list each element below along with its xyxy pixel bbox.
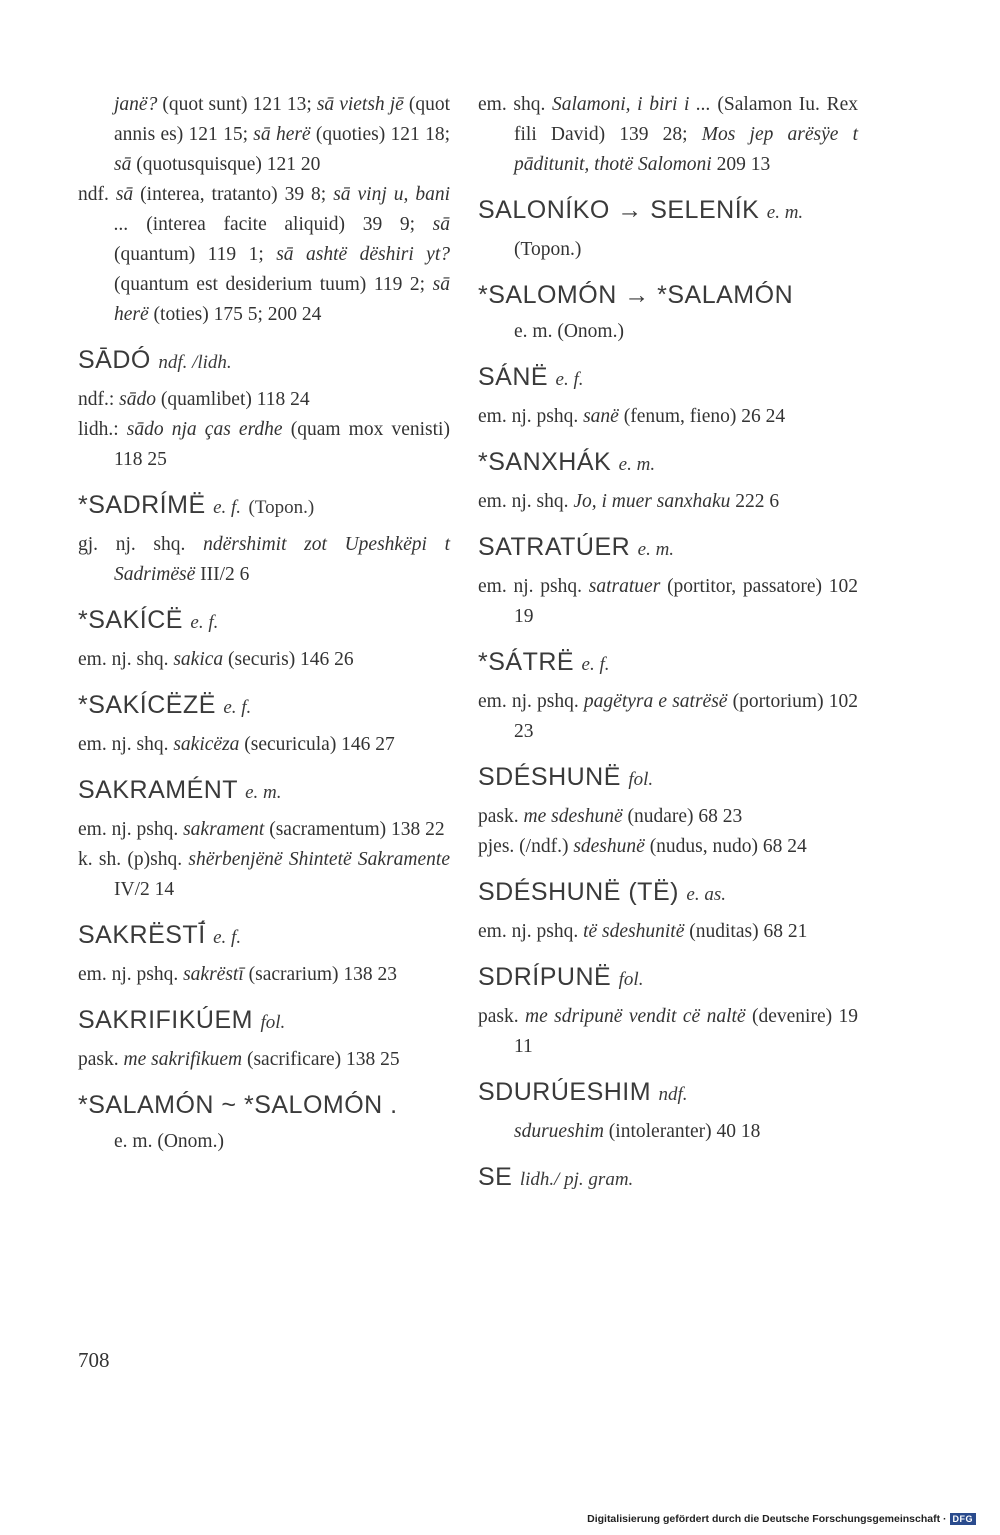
sense-text: em. nj. shq. [78, 734, 174, 755]
entry-headword-line [478, 531, 858, 566]
headword: *SÁTRË [478, 648, 575, 676]
entry-headword-line [78, 344, 450, 379]
sense-text: (sacrarium) 138 23 [243, 964, 398, 985]
sense-text: ndf. [78, 184, 116, 205]
entry-sense [478, 572, 858, 632]
left-column [78, 90, 450, 1171]
entry-headword-line [78, 1004, 450, 1039]
example-text: sā [114, 154, 132, 175]
entry-headword-line [478, 646, 858, 681]
sense-text: em. nj. pshq. [78, 964, 184, 985]
example-text: pagëtyra e satrësë [583, 691, 728, 712]
headword-note: (Topon.) [248, 497, 315, 518]
example-text: me sdeshunë [523, 806, 623, 827]
entry-sense [78, 960, 450, 990]
example-text: sanë [583, 406, 619, 427]
digitization-footer [587, 1513, 976, 1525]
grammatical-label: fol. [260, 1012, 286, 1033]
entry-sense [78, 645, 450, 675]
sense-text: (portitor, passatore) 102 19 [514, 576, 858, 627]
dictionary-entry-sane [478, 361, 858, 432]
entry-headword-line [478, 961, 858, 996]
sense-text: em. nj. pshq. [478, 406, 584, 427]
example-text: sdeshunë [573, 836, 645, 857]
entry-sense [78, 530, 450, 590]
dictionary-entry-cont-salamon [478, 90, 858, 180]
headword: *SADRÍMË [78, 491, 206, 519]
grammatical-label: e. m. [766, 202, 804, 223]
entry-headword-line [78, 489, 450, 524]
dictionary-entry-sdripune [478, 961, 858, 1062]
sense-text: (intoleranter) 40 18 [603, 1121, 761, 1142]
grammatical-label: e. f. [213, 497, 242, 518]
example-text: Jo, i muer sanxhaku [573, 491, 731, 512]
sense-text: (nudare) 68 23 [622, 806, 743, 827]
example-text: sakica [173, 649, 224, 670]
headword: SDURÚESHIM [478, 1078, 652, 1106]
sense-text: (sacrificare) 138 25 [242, 1049, 400, 1070]
dictionary-entry-sdeshune-te [478, 876, 858, 947]
sense-text: (nuditas) 68 21 [684, 921, 808, 942]
example-text: sādo nja ças erdhe [126, 419, 283, 440]
example-text: me sdripunë vendit cë naltë [525, 1006, 746, 1027]
grammatical-label: e. m. [637, 539, 675, 560]
grammatical-label: e. f. [190, 612, 219, 633]
dictionary-entry-sanxhak [478, 446, 858, 517]
entry-headword-line [478, 1076, 858, 1111]
footer-text: Digitalisierung gefördert durch die Deutsche Forschungsgemeinschaft · [587, 1513, 947, 1525]
headword: *SAKÍCË [78, 606, 183, 634]
entry-headword-line [78, 919, 450, 954]
sense-text: em. nj. pshq. [478, 921, 584, 942]
entry-sense [478, 687, 858, 747]
example-text: sā herë [253, 124, 311, 145]
sense-text: (securis) 146 26 [223, 649, 354, 670]
sense-text: (quoties) 121 18; [310, 124, 450, 145]
sense-text: lidh.: [78, 419, 127, 440]
headword: *SALOMÓN → *SALAMÓN [478, 281, 794, 309]
entry-sense [78, 90, 450, 180]
entry-sense [78, 415, 450, 475]
sense-text: (quamlibet) 118 24 [156, 389, 310, 410]
grammatical-label: ndf. /lidh. [158, 352, 232, 373]
sense-text: em. nj. pshq. [478, 576, 589, 597]
entry-sense [478, 1002, 858, 1062]
example-text: Salamoni, i biri i ... [551, 94, 711, 115]
entry-headword-line [478, 361, 858, 396]
dictionary-entry-sakresti [78, 919, 450, 990]
dictionary-entry-satratuer [478, 531, 858, 632]
headword: *SALAMÓN ~ *SALOMÓN . [78, 1091, 398, 1119]
sense-text: (nudus, nudo) 68 24 [644, 836, 807, 857]
entry-sense [78, 1045, 450, 1075]
sense-text: e. m. (Onom.) [114, 1131, 224, 1152]
example-text: sakicëza [173, 734, 240, 755]
entry-headword-line [78, 604, 450, 639]
headword: SÁNË [478, 363, 549, 391]
dictionary-entry-satre [478, 646, 858, 747]
sense-text: (securicula) 146 27 [239, 734, 395, 755]
headword: SAKRAMÉNT [78, 776, 238, 804]
dictionary-entry-sadrime [78, 489, 450, 590]
sense-text: em. nj. pshq. [78, 819, 184, 840]
sense-text: k. sh. (p)shq. [78, 849, 189, 870]
grammatical-label: e. f. [555, 369, 584, 390]
entry-sense [478, 487, 858, 517]
headword: SDRÍPUNË [478, 963, 612, 991]
entry-sense [478, 90, 858, 180]
sense-text: (quotusquisque) 121 20 [131, 154, 321, 175]
entry-sense [478, 317, 858, 347]
headword: SDÉSHUNË [478, 763, 621, 791]
sense-text: em. nj. shq. [478, 491, 574, 512]
grammatical-label: e. m. [618, 454, 656, 475]
headword: SALONÍKO → SELENÍK [478, 196, 760, 224]
headword: SATRATÚER [478, 533, 631, 561]
sense-text: (quantum est desiderium tuum) 119 2; [114, 274, 433, 295]
sense-text: em. shq. [478, 94, 552, 115]
example-text: satratuer [588, 576, 661, 597]
headword: SĀDÓ [78, 346, 151, 374]
entry-sense [78, 730, 450, 760]
grammatical-label: ndf. [658, 1084, 688, 1105]
example-text: të sdeshunitë [583, 921, 685, 942]
sense-text: (quot sunt) 121 13; [157, 94, 317, 115]
example-text: sdurueshim [514, 1121, 604, 1142]
sense-text: (quot annis es) 121 15; [114, 94, 450, 145]
sense-text: em. nj. pshq. [478, 691, 584, 712]
dictionary-entry-sdurueshim [478, 1076, 858, 1147]
example-text: ndërshimit zot Upeshkëpi t Sadrimësë [114, 534, 450, 585]
sense-text: ndf.: [78, 389, 120, 410]
sense-text: 209 13 [711, 154, 771, 175]
sense-text: (Topon.) [514, 239, 582, 260]
dictionary-entry-sakiceze [78, 689, 450, 760]
sense-text: (fenum, fieno) 26 24 [618, 406, 786, 427]
grammatical-label: e. f. [581, 654, 610, 675]
example-text: sā vietsh jē [316, 94, 404, 115]
sense-text: pask. [78, 1049, 124, 1070]
headword: SDÉSHUNË (TË) [478, 878, 679, 906]
right-column [478, 90, 858, 1210]
entry-sense [78, 815, 450, 845]
dictionary-entry-salamon [78, 1089, 450, 1157]
sense-text: (quantum) 119 1; [114, 244, 277, 265]
sense-text: (sacramentum) 138 22 [264, 819, 445, 840]
entry-sense [478, 402, 858, 432]
example-text: sā ashtë dëshiri yt? [276, 244, 450, 265]
headword: SAKRIFIKÚEM [78, 1006, 253, 1034]
entry-sense [78, 180, 450, 330]
entry-headword-line [478, 876, 858, 911]
dictionary-entry-saloniko [478, 194, 858, 265]
entry-headword-line [78, 1089, 450, 1121]
dictionary-entry-sakrifikuem [78, 1004, 450, 1075]
entry-sense [478, 802, 858, 832]
example-text: sakrament [183, 819, 265, 840]
entry-headword-line [478, 279, 858, 311]
sense-text: (quam mox venisti) 118 25 [114, 419, 450, 470]
entry-headword-line [478, 194, 858, 229]
entry-sense [478, 917, 858, 947]
example-text: sakrëstī [183, 964, 244, 985]
grammatical-label: fol. [618, 969, 644, 990]
sense-text: pask. [478, 1006, 526, 1027]
example-text: me sakrifikuem [123, 1049, 243, 1070]
entry-headword-line [78, 689, 450, 724]
grammatical-label: fol. [628, 769, 654, 790]
dictionary-entry-cont-sa [78, 90, 450, 330]
dictionary-entry-sdeshune [478, 761, 858, 862]
dictionary-entry-sakice [78, 604, 450, 675]
example-text: sādo [119, 389, 157, 410]
sense-text: 222 6 [730, 491, 780, 512]
sense-text: III/2 6 [195, 564, 250, 585]
headword: *SANXHÁK [478, 448, 612, 476]
dictionary-entry-sado [78, 344, 450, 475]
entry-sense [78, 385, 450, 415]
example-text: sā herë [114, 274, 450, 325]
example-text: sā [115, 184, 134, 205]
dictionary-entry-sakrament [78, 774, 450, 905]
grammatical-label: e. f. [213, 927, 242, 948]
entry-sense [478, 235, 858, 265]
example-text: Mos jep arësÿe t pāditunit, thotë Salomoni [514, 124, 858, 175]
headword: SE [478, 1163, 513, 1191]
entry-headword-line [478, 761, 858, 796]
dictionary-entry-se [478, 1161, 858, 1196]
entry-headword-line [78, 774, 450, 809]
sense-text: (Salamon Iu. Rex fili David) 139 28; [514, 94, 858, 145]
sense-text: gj. nj. shq. [78, 534, 204, 555]
sense-text: pask. [478, 806, 524, 827]
entry-sense [478, 832, 858, 862]
grammatical-label: lidh./ pj. gram. [519, 1169, 634, 1190]
headword: *SAKÍCËZË [78, 691, 216, 719]
sense-text: (interea facite aliquid) 39 9; [128, 214, 433, 235]
sense-text: e. m. (Onom.) [514, 321, 624, 342]
page-number: 708 [78, 1348, 110, 1372]
example-text: janë? [114, 94, 158, 115]
entry-headword-line [478, 446, 858, 481]
sense-text: (devenire) 19 11 [514, 1006, 858, 1057]
entry-sense [478, 1117, 858, 1147]
example-text: shërbenjënë Shintetë Sakramente [188, 849, 450, 870]
sense-text: (portorium) 102 23 [514, 691, 858, 742]
example-text: sā [432, 214, 450, 235]
sense-text: (toties) 175 5; 200 24 [148, 304, 322, 325]
sense-text: IV/2 14 [114, 879, 175, 900]
sense-text: pjes. (/ndf.) [478, 836, 574, 857]
sense-text: (interea, tratanto) 39 8; [133, 184, 334, 205]
sense-text: em. nj. shq. [78, 649, 174, 670]
grammatical-label: e. m. [245, 782, 282, 803]
entry-sense [78, 1127, 450, 1157]
example-text: sā vinj u, bani ... [114, 184, 450, 235]
dictionary-entry-salomon [478, 279, 858, 347]
dfg-logo: DFG [950, 1513, 977, 1525]
headword: SAKRËSTĪ́ [78, 921, 206, 949]
entry-headword-line [478, 1161, 858, 1196]
grammatical-label: e. f. [223, 697, 252, 718]
grammatical-label: e. as. [686, 884, 726, 905]
entry-sense [78, 845, 450, 905]
